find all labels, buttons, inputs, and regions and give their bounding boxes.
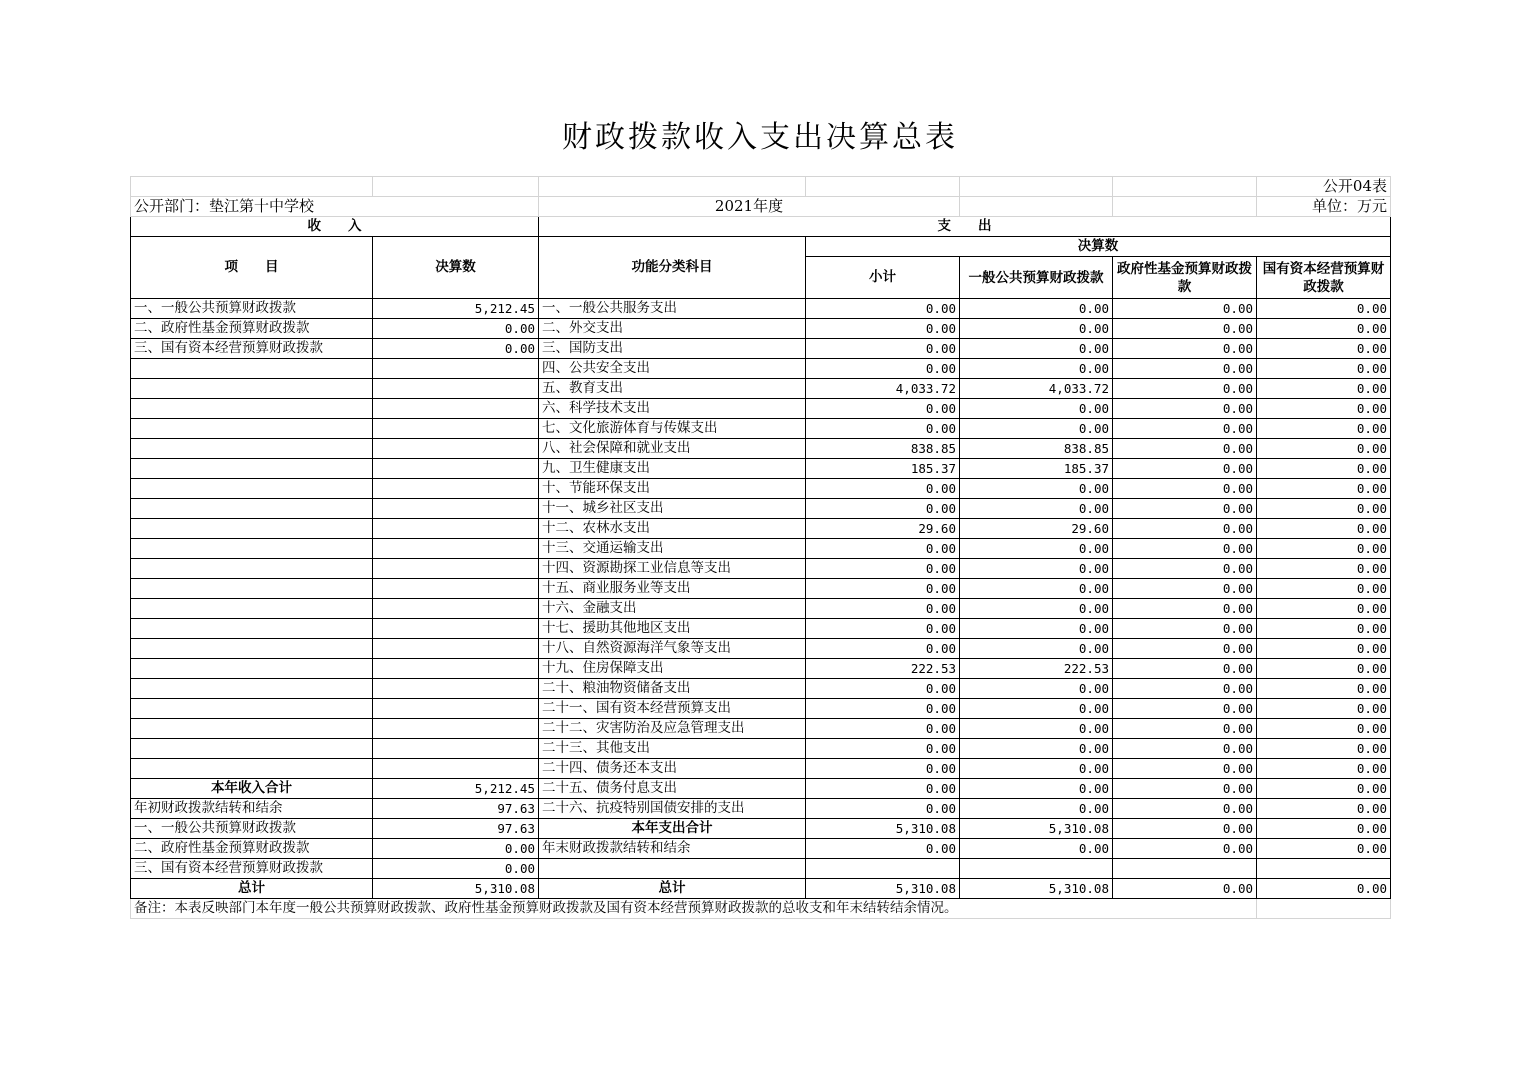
function-category: 二十四、债务还本支出 bbox=[539, 759, 806, 779]
fund-value: 0.00 bbox=[1113, 519, 1257, 539]
income-item bbox=[131, 379, 373, 399]
fund-value: 0.00 bbox=[1113, 839, 1257, 859]
income-amount bbox=[373, 559, 539, 579]
general-value bbox=[960, 859, 1113, 879]
general-value: 0.00 bbox=[960, 699, 1113, 719]
table-row bbox=[131, 439, 1391, 459]
income-amount bbox=[373, 539, 539, 559]
table-row bbox=[131, 779, 1391, 799]
income-amount bbox=[373, 639, 539, 659]
function-category: 四、公共安全支出 bbox=[539, 359, 806, 379]
footnote: 备注：本表反映部门本年度一般公共预算财政拨款、政府性基金预算财政拨款及国有资本经营预算财政拨款的总收支和年末结转结余情况。 bbox=[131, 899, 1257, 919]
table-row bbox=[131, 619, 1391, 639]
table-row bbox=[131, 659, 1391, 679]
meta-row bbox=[131, 197, 1391, 217]
income-item: 一、一般公共预算财政拨款 bbox=[131, 819, 373, 839]
income-item bbox=[131, 459, 373, 479]
unit: 单位：万元 bbox=[1257, 197, 1391, 217]
general-value: 0.00 bbox=[960, 679, 1113, 699]
general-value: 0.00 bbox=[960, 579, 1113, 599]
general-value: 0.00 bbox=[960, 599, 1113, 619]
general-value: 0.00 bbox=[960, 799, 1113, 819]
income-item bbox=[131, 519, 373, 539]
table-row bbox=[131, 859, 1391, 879]
state-value: 0.00 bbox=[1257, 759, 1391, 779]
table-row bbox=[131, 399, 1391, 419]
fund-value: 0.00 bbox=[1113, 819, 1257, 839]
fund-value: 0.00 bbox=[1113, 639, 1257, 659]
state-value: 0.00 bbox=[1257, 299, 1391, 319]
fund-value bbox=[1113, 859, 1257, 879]
income-item: 总计 bbox=[131, 879, 373, 899]
state-value: 0.00 bbox=[1257, 619, 1391, 639]
subtotal-value: 0.00 bbox=[806, 339, 960, 359]
state-value: 0.00 bbox=[1257, 659, 1391, 679]
income-amount bbox=[373, 619, 539, 639]
income-amount: 97.63 bbox=[373, 799, 539, 819]
state-value: 0.00 bbox=[1257, 639, 1391, 659]
subtotal-value: 0.00 bbox=[806, 319, 960, 339]
table-row bbox=[131, 379, 1391, 399]
function-category: 十一、城乡社区支出 bbox=[539, 499, 806, 519]
subtotal-value: 838.85 bbox=[806, 439, 960, 459]
table-row bbox=[131, 519, 1391, 539]
fund-value: 0.00 bbox=[1113, 719, 1257, 739]
income-header: 收 入 bbox=[131, 217, 539, 237]
subtotal-value: 0.00 bbox=[806, 779, 960, 799]
fund-value: 0.00 bbox=[1113, 699, 1257, 719]
state-value: 0.00 bbox=[1257, 519, 1391, 539]
general-header: 一般公共预算财政拨款 bbox=[960, 257, 1113, 299]
fund-value: 0.00 bbox=[1113, 579, 1257, 599]
function-category: 十三、交通运输支出 bbox=[539, 539, 806, 559]
function-category bbox=[539, 859, 806, 879]
budget-group-header: 决算数 bbox=[806, 237, 1391, 257]
amount-header: 决算数 bbox=[373, 237, 539, 299]
fund-value: 0.00 bbox=[1113, 479, 1257, 499]
income-item: 年初财政拨款结转和结余 bbox=[131, 799, 373, 819]
state-value: 0.00 bbox=[1257, 479, 1391, 499]
income-item bbox=[131, 439, 373, 459]
table-row bbox=[131, 819, 1391, 839]
fund-value: 0.00 bbox=[1113, 759, 1257, 779]
table-row bbox=[131, 739, 1391, 759]
page-title: 财政拨款收入支出决算总表 bbox=[562, 120, 958, 155]
fund-value: 0.00 bbox=[1113, 679, 1257, 699]
note-row bbox=[131, 899, 1391, 919]
subtotal-value: 0.00 bbox=[806, 579, 960, 599]
income-amount bbox=[373, 479, 539, 499]
state-value: 0.00 bbox=[1257, 439, 1391, 459]
income-amount: 5,212.45 bbox=[373, 299, 539, 319]
income-amount: 5,310.08 bbox=[373, 879, 539, 899]
general-value: 222.53 bbox=[960, 659, 1113, 679]
table-row bbox=[131, 679, 1391, 699]
subtotal-value: 0.00 bbox=[806, 479, 960, 499]
function-category: 十五、商业服务业等支出 bbox=[539, 579, 806, 599]
state-value: 0.00 bbox=[1257, 719, 1391, 739]
state-value: 0.00 bbox=[1257, 799, 1391, 819]
state-value: 0.00 bbox=[1257, 699, 1391, 719]
income-item bbox=[131, 399, 373, 419]
state-value: 0.00 bbox=[1257, 359, 1391, 379]
state-value: 0.00 bbox=[1257, 819, 1391, 839]
subtotal-value: 0.00 bbox=[806, 839, 960, 859]
fund-value: 0.00 bbox=[1113, 499, 1257, 519]
general-value: 0.00 bbox=[960, 339, 1113, 359]
general-value: 0.00 bbox=[960, 719, 1113, 739]
function-category: 二十五、债务付息支出 bbox=[539, 779, 806, 799]
item-header: 项 目 bbox=[131, 237, 373, 299]
table-row bbox=[131, 559, 1391, 579]
income-item: 三、国有资本经营预算财政拨款 bbox=[131, 339, 373, 359]
income-item bbox=[131, 619, 373, 639]
function-category: 十二、农林水支出 bbox=[539, 519, 806, 539]
subtotal-value: 0.00 bbox=[806, 619, 960, 639]
income-item: 二、政府性基金预算财政拨款 bbox=[131, 319, 373, 339]
subtotal-value: 0.00 bbox=[806, 539, 960, 559]
function-category: 八、社会保障和就业支出 bbox=[539, 439, 806, 459]
general-value: 0.00 bbox=[960, 619, 1113, 639]
state-value: 0.00 bbox=[1257, 339, 1391, 359]
subtotal-header: 小计 bbox=[806, 257, 960, 299]
function-category: 十、节能环保支出 bbox=[539, 479, 806, 499]
income-item bbox=[131, 579, 373, 599]
fund-header: 政府性基金预算财政拨款 bbox=[1113, 257, 1257, 299]
function-category: 九、卫生健康支出 bbox=[539, 459, 806, 479]
function-category: 五、教育支出 bbox=[539, 379, 806, 399]
state-value: 0.00 bbox=[1257, 879, 1391, 899]
general-value: 0.00 bbox=[960, 299, 1113, 319]
income-item bbox=[131, 739, 373, 759]
function-category: 三、国防支出 bbox=[539, 339, 806, 359]
subtotal-value: 0.00 bbox=[806, 759, 960, 779]
fund-value: 0.00 bbox=[1113, 359, 1257, 379]
function-category: 十六、金融支出 bbox=[539, 599, 806, 619]
subtotal-value: 4,033.72 bbox=[806, 379, 960, 399]
fund-value: 0.00 bbox=[1113, 779, 1257, 799]
table-row bbox=[131, 419, 1391, 439]
income-amount bbox=[373, 499, 539, 519]
fund-value: 0.00 bbox=[1113, 399, 1257, 419]
income-item: 一、一般公共预算财政拨款 bbox=[131, 299, 373, 319]
function-category: 十八、自然资源海洋气象等支出 bbox=[539, 639, 806, 659]
function-category: 十九、住房保障支出 bbox=[539, 659, 806, 679]
subtotal-value: 222.53 bbox=[806, 659, 960, 679]
table-row bbox=[131, 699, 1391, 719]
general-value: 5,310.08 bbox=[960, 819, 1113, 839]
function-category: 本年支出合计 bbox=[539, 819, 806, 839]
fund-value: 0.00 bbox=[1113, 559, 1257, 579]
table-row bbox=[131, 799, 1391, 819]
fund-value: 0.00 bbox=[1113, 419, 1257, 439]
function-category: 二十六、抗疫特别国债安排的支出 bbox=[539, 799, 806, 819]
function-category: 二十、粮油物资储备支出 bbox=[539, 679, 806, 699]
table-row bbox=[131, 359, 1391, 379]
function-category: 二、外交支出 bbox=[539, 319, 806, 339]
state-value: 0.00 bbox=[1257, 399, 1391, 419]
income-amount bbox=[373, 439, 539, 459]
function-category: 六、科学技术支出 bbox=[539, 399, 806, 419]
table-row bbox=[131, 719, 1391, 739]
income-item bbox=[131, 659, 373, 679]
income-amount bbox=[373, 459, 539, 479]
state-value: 0.00 bbox=[1257, 839, 1391, 859]
income-amount bbox=[373, 599, 539, 619]
income-item bbox=[131, 759, 373, 779]
fund-value: 0.00 bbox=[1113, 879, 1257, 899]
subtotal-value: 5,310.08 bbox=[806, 879, 960, 899]
subtotal-value: 0.00 bbox=[806, 299, 960, 319]
subtotal-value: 0.00 bbox=[806, 559, 960, 579]
income-amount bbox=[373, 759, 539, 779]
subtotal-value: 0.00 bbox=[806, 599, 960, 619]
subtotal-value: 0.00 bbox=[806, 499, 960, 519]
income-amount bbox=[373, 579, 539, 599]
state-value: 0.00 bbox=[1257, 559, 1391, 579]
income-amount bbox=[373, 359, 539, 379]
table-row bbox=[131, 839, 1391, 859]
general-value: 0.00 bbox=[960, 359, 1113, 379]
general-value: 0.00 bbox=[960, 319, 1113, 339]
income-amount bbox=[373, 659, 539, 679]
function-category: 七、文化旅游体育与传媒支出 bbox=[539, 419, 806, 439]
subtotal-value: 0.00 bbox=[806, 699, 960, 719]
general-value: 0.00 bbox=[960, 839, 1113, 859]
income-amount bbox=[373, 379, 539, 399]
income-amount: 97.63 bbox=[373, 819, 539, 839]
table-row bbox=[131, 759, 1391, 779]
subtotal-value: 0.00 bbox=[806, 359, 960, 379]
state-value: 0.00 bbox=[1257, 579, 1391, 599]
fund-value: 0.00 bbox=[1113, 659, 1257, 679]
income-item: 二、政府性基金预算财政拨款 bbox=[131, 839, 373, 859]
state-header: 国有资本经营预算财政拨款 bbox=[1257, 257, 1391, 299]
income-amount bbox=[373, 679, 539, 699]
subtotal-value: 185.37 bbox=[806, 459, 960, 479]
subtotal-value: 0.00 bbox=[806, 419, 960, 439]
general-value: 0.00 bbox=[960, 779, 1113, 799]
general-value: 0.00 bbox=[960, 499, 1113, 519]
general-value: 0.00 bbox=[960, 479, 1113, 499]
fund-value: 0.00 bbox=[1113, 459, 1257, 479]
subtotal-value bbox=[806, 859, 960, 879]
fiscal-year: 2021年度 bbox=[539, 197, 960, 217]
fund-value: 0.00 bbox=[1113, 739, 1257, 759]
state-value: 0.00 bbox=[1257, 499, 1391, 519]
state-value: 0.00 bbox=[1257, 379, 1391, 399]
income-amount: 0.00 bbox=[373, 859, 539, 879]
table-row bbox=[131, 299, 1391, 319]
fund-value: 0.00 bbox=[1113, 339, 1257, 359]
table-row bbox=[131, 579, 1391, 599]
state-value: 0.00 bbox=[1257, 539, 1391, 559]
expense-header: 支 出 bbox=[539, 217, 1391, 237]
function-category: 十四、资源勘探工业信息等支出 bbox=[539, 559, 806, 579]
function-category: 年末财政拨款结转和结余 bbox=[539, 839, 806, 859]
income-item bbox=[131, 719, 373, 739]
subtotal-value: 29.60 bbox=[806, 519, 960, 539]
general-value: 5,310.08 bbox=[960, 879, 1113, 899]
fund-value: 0.00 bbox=[1113, 599, 1257, 619]
header-row-1 bbox=[131, 217, 1391, 237]
income-amount bbox=[373, 419, 539, 439]
general-value: 0.00 bbox=[960, 419, 1113, 439]
function-category: 二十一、国有资本经营预算支出 bbox=[539, 699, 806, 719]
state-value: 0.00 bbox=[1257, 739, 1391, 759]
general-value: 0.00 bbox=[960, 559, 1113, 579]
income-amount bbox=[373, 739, 539, 759]
general-value: 0.00 bbox=[960, 739, 1113, 759]
department: 公开部门：垫江第十中学校 bbox=[131, 197, 539, 217]
income-amount: 0.00 bbox=[373, 339, 539, 359]
function-category: 二十二、灾害防治及应急管理支出 bbox=[539, 719, 806, 739]
subtotal-value: 0.00 bbox=[806, 639, 960, 659]
function-category: 二十三、其他支出 bbox=[539, 739, 806, 759]
fund-value: 0.00 bbox=[1113, 619, 1257, 639]
state-value: 0.00 bbox=[1257, 459, 1391, 479]
fund-value: 0.00 bbox=[1113, 299, 1257, 319]
income-item bbox=[131, 359, 373, 379]
income-item bbox=[131, 679, 373, 699]
table-row bbox=[131, 479, 1391, 499]
fund-value: 0.00 bbox=[1113, 539, 1257, 559]
state-value bbox=[1257, 859, 1391, 879]
function-category: 十七、援助其他地区支出 bbox=[539, 619, 806, 639]
header-row-2 bbox=[131, 237, 1391, 257]
table-row bbox=[131, 879, 1391, 899]
income-item: 三、国有资本经营预算财政拨款 bbox=[131, 859, 373, 879]
fund-value: 0.00 bbox=[1113, 799, 1257, 819]
table-row bbox=[131, 639, 1391, 659]
table-row bbox=[131, 339, 1391, 359]
income-item bbox=[131, 639, 373, 659]
income-amount: 0.00 bbox=[373, 839, 539, 859]
income-amount: 0.00 bbox=[373, 319, 539, 339]
income-amount bbox=[373, 519, 539, 539]
income-item bbox=[131, 499, 373, 519]
general-value: 0.00 bbox=[960, 639, 1113, 659]
income-item bbox=[131, 559, 373, 579]
table-row bbox=[131, 539, 1391, 559]
income-amount bbox=[373, 699, 539, 719]
form-number: 公开04表 bbox=[1257, 177, 1391, 197]
fund-value: 0.00 bbox=[1113, 439, 1257, 459]
subtotal-value: 0.00 bbox=[806, 399, 960, 419]
table-row bbox=[131, 319, 1391, 339]
fund-value: 0.00 bbox=[1113, 319, 1257, 339]
general-value: 838.85 bbox=[960, 439, 1113, 459]
table-row bbox=[131, 499, 1391, 519]
table-row bbox=[131, 459, 1391, 479]
income-amount bbox=[373, 399, 539, 419]
table-row bbox=[131, 599, 1391, 619]
general-value: 29.60 bbox=[960, 519, 1113, 539]
subtotal-value: 0.00 bbox=[806, 719, 960, 739]
budget-table bbox=[130, 176, 1391, 919]
income-amount: 5,212.45 bbox=[373, 779, 539, 799]
income-item bbox=[131, 479, 373, 499]
function-category: 一、一般公共服务支出 bbox=[539, 299, 806, 319]
general-value: 0.00 bbox=[960, 399, 1113, 419]
general-value: 4,033.72 bbox=[960, 379, 1113, 399]
state-value: 0.00 bbox=[1257, 419, 1391, 439]
general-value: 0.00 bbox=[960, 539, 1113, 559]
fund-value: 0.00 bbox=[1113, 379, 1257, 399]
form-number-row bbox=[131, 177, 1391, 197]
income-item: 本年收入合计 bbox=[131, 779, 373, 799]
subtotal-value: 0.00 bbox=[806, 739, 960, 759]
income-item bbox=[131, 599, 373, 619]
state-value: 0.00 bbox=[1257, 599, 1391, 619]
subtotal-value: 0.00 bbox=[806, 679, 960, 699]
state-value: 0.00 bbox=[1257, 779, 1391, 799]
func-header: 功能分类科目 bbox=[539, 237, 806, 299]
state-value: 0.00 bbox=[1257, 679, 1391, 699]
subtotal-value: 0.00 bbox=[806, 799, 960, 819]
function-category: 总计 bbox=[539, 879, 806, 899]
income-item bbox=[131, 699, 373, 719]
income-item bbox=[131, 419, 373, 439]
state-value: 0.00 bbox=[1257, 319, 1391, 339]
income-item bbox=[131, 539, 373, 559]
subtotal-value: 5,310.08 bbox=[806, 819, 960, 839]
general-value: 185.37 bbox=[960, 459, 1113, 479]
income-amount bbox=[373, 719, 539, 739]
general-value: 0.00 bbox=[960, 759, 1113, 779]
